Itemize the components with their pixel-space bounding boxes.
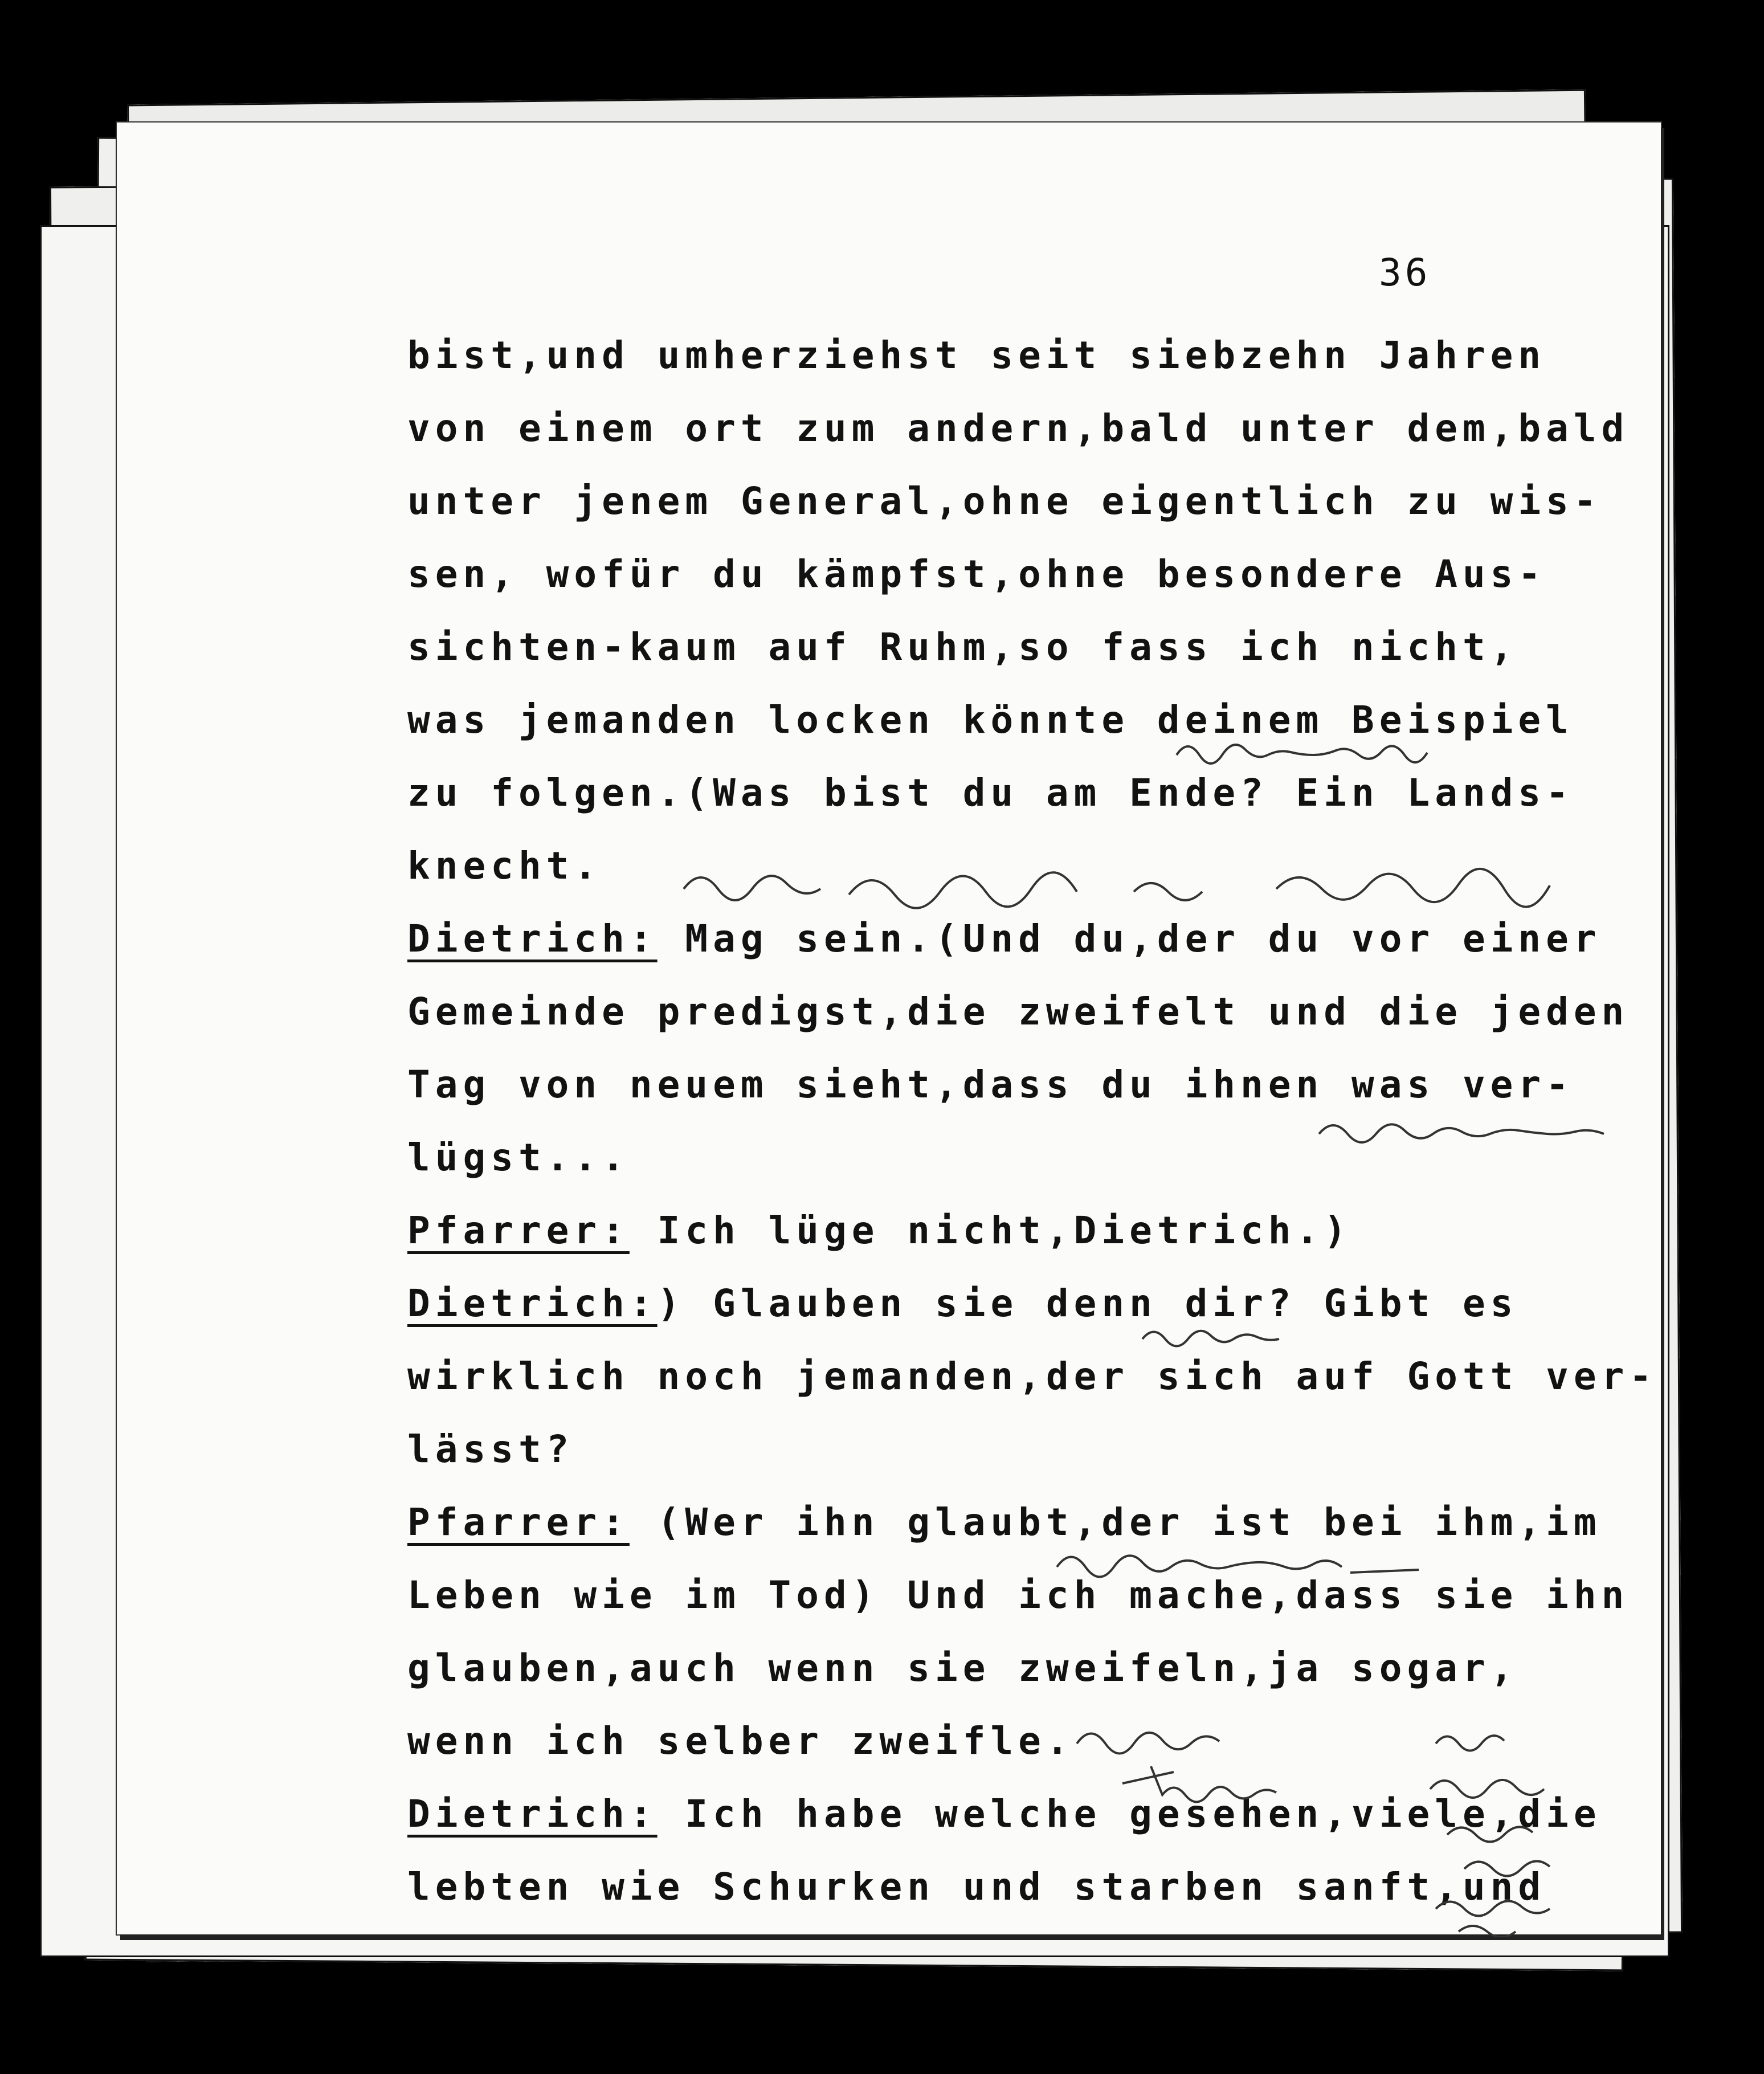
text-line [407, 1340, 1657, 1413]
text-line [407, 1632, 1547, 1705]
line-text: sichten-kaum auf Ruhm,so fass ich nicht, [407, 625, 1518, 669]
text-line [407, 1048, 1574, 1121]
handwritten-annotation [1140, 1316, 1322, 1350]
line-text: Ich habe welche gesehen,viele,die [657, 1792, 1602, 1836]
line-text: wenn ich selber zweifle. [407, 1719, 1074, 1763]
handwritten-annotation [1424, 1721, 1647, 1937]
line-text: lebten wie Schurken und starben sanft,und [407, 1865, 1546, 1909]
line-text: zu folgen.(Was bist du am Ende? Ein Lands- [407, 771, 1574, 815]
handwritten-annotation [1316, 1111, 1635, 1151]
line-text: lügst... [407, 1136, 630, 1179]
text-line [407, 465, 1602, 538]
speaker-name: Dietrich: [407, 1281, 658, 1325]
speaker-name: Dietrich: [407, 917, 658, 961]
line-text: Tag von neuem sieht,dass du ihnen was ver- [407, 1063, 1574, 1107]
text-line [407, 903, 1602, 975]
line-text: was jemanden locken könnte deinem Beispiel [407, 698, 1574, 742]
handwritten-annotation [1071, 1704, 1402, 1806]
line-text: bist,und umherziehst seit siebzehn Jahren [407, 333, 1546, 377]
line-text: (Wer ihn glaubt,der ist bei ihm,im [629, 1500, 1602, 1544]
speaker-name: Pfarrer: [407, 1209, 630, 1252]
line-text: von einem ort zum andern,bald unter dem,bald [407, 406, 1630, 450]
handwritten-annotation [1174, 732, 1459, 766]
text-line [407, 1851, 1547, 1924]
text-line [407, 975, 1630, 1048]
line-text: sen, wofür du kämpfst,ohne besondere Aus- [407, 552, 1546, 596]
line-text: glauben,auch wenn sie zweifeln,ja sogar, [407, 1646, 1518, 1690]
line-text: knecht. [407, 844, 602, 888]
line-text: unter jenem General,ohne eigentlich zu wis- [407, 479, 1602, 523]
page-number: 36 [1379, 251, 1431, 295]
line-text: Mag sein.(Und du,der du vor einer [657, 917, 1602, 961]
line-text: wirklich noch jemanden,der sich auf Gott ver- [407, 1354, 1657, 1398]
handwritten-annotation [678, 849, 1647, 912]
line-text: Leben wie im Tod) Und ich mache,dass sie ihn [407, 1573, 1630, 1617]
line-text: ) Glauben sie denn dir? Gibt es [657, 1281, 1518, 1325]
text-line [407, 611, 1547, 684]
text-line [407, 538, 1547, 611]
speaker-name: Pfarrer: [407, 1500, 630, 1544]
line-text: Ich lüge nicht,Dietrich.) [629, 1209, 1352, 1252]
line-text: lässt? [407, 1427, 574, 1471]
text-line [407, 319, 1547, 392]
text-line [407, 1267, 1547, 1340]
text-line [407, 757, 1574, 830]
text-line [407, 1194, 1547, 1267]
handwritten-annotation [1054, 1538, 1424, 1584]
line-text: Gemeinde predigst,die zweifelt und die jeden [407, 990, 1630, 1034]
text-line [407, 392, 1630, 465]
text-line [407, 1413, 1547, 1486]
speaker-name: Dietrich: [407, 1792, 658, 1836]
